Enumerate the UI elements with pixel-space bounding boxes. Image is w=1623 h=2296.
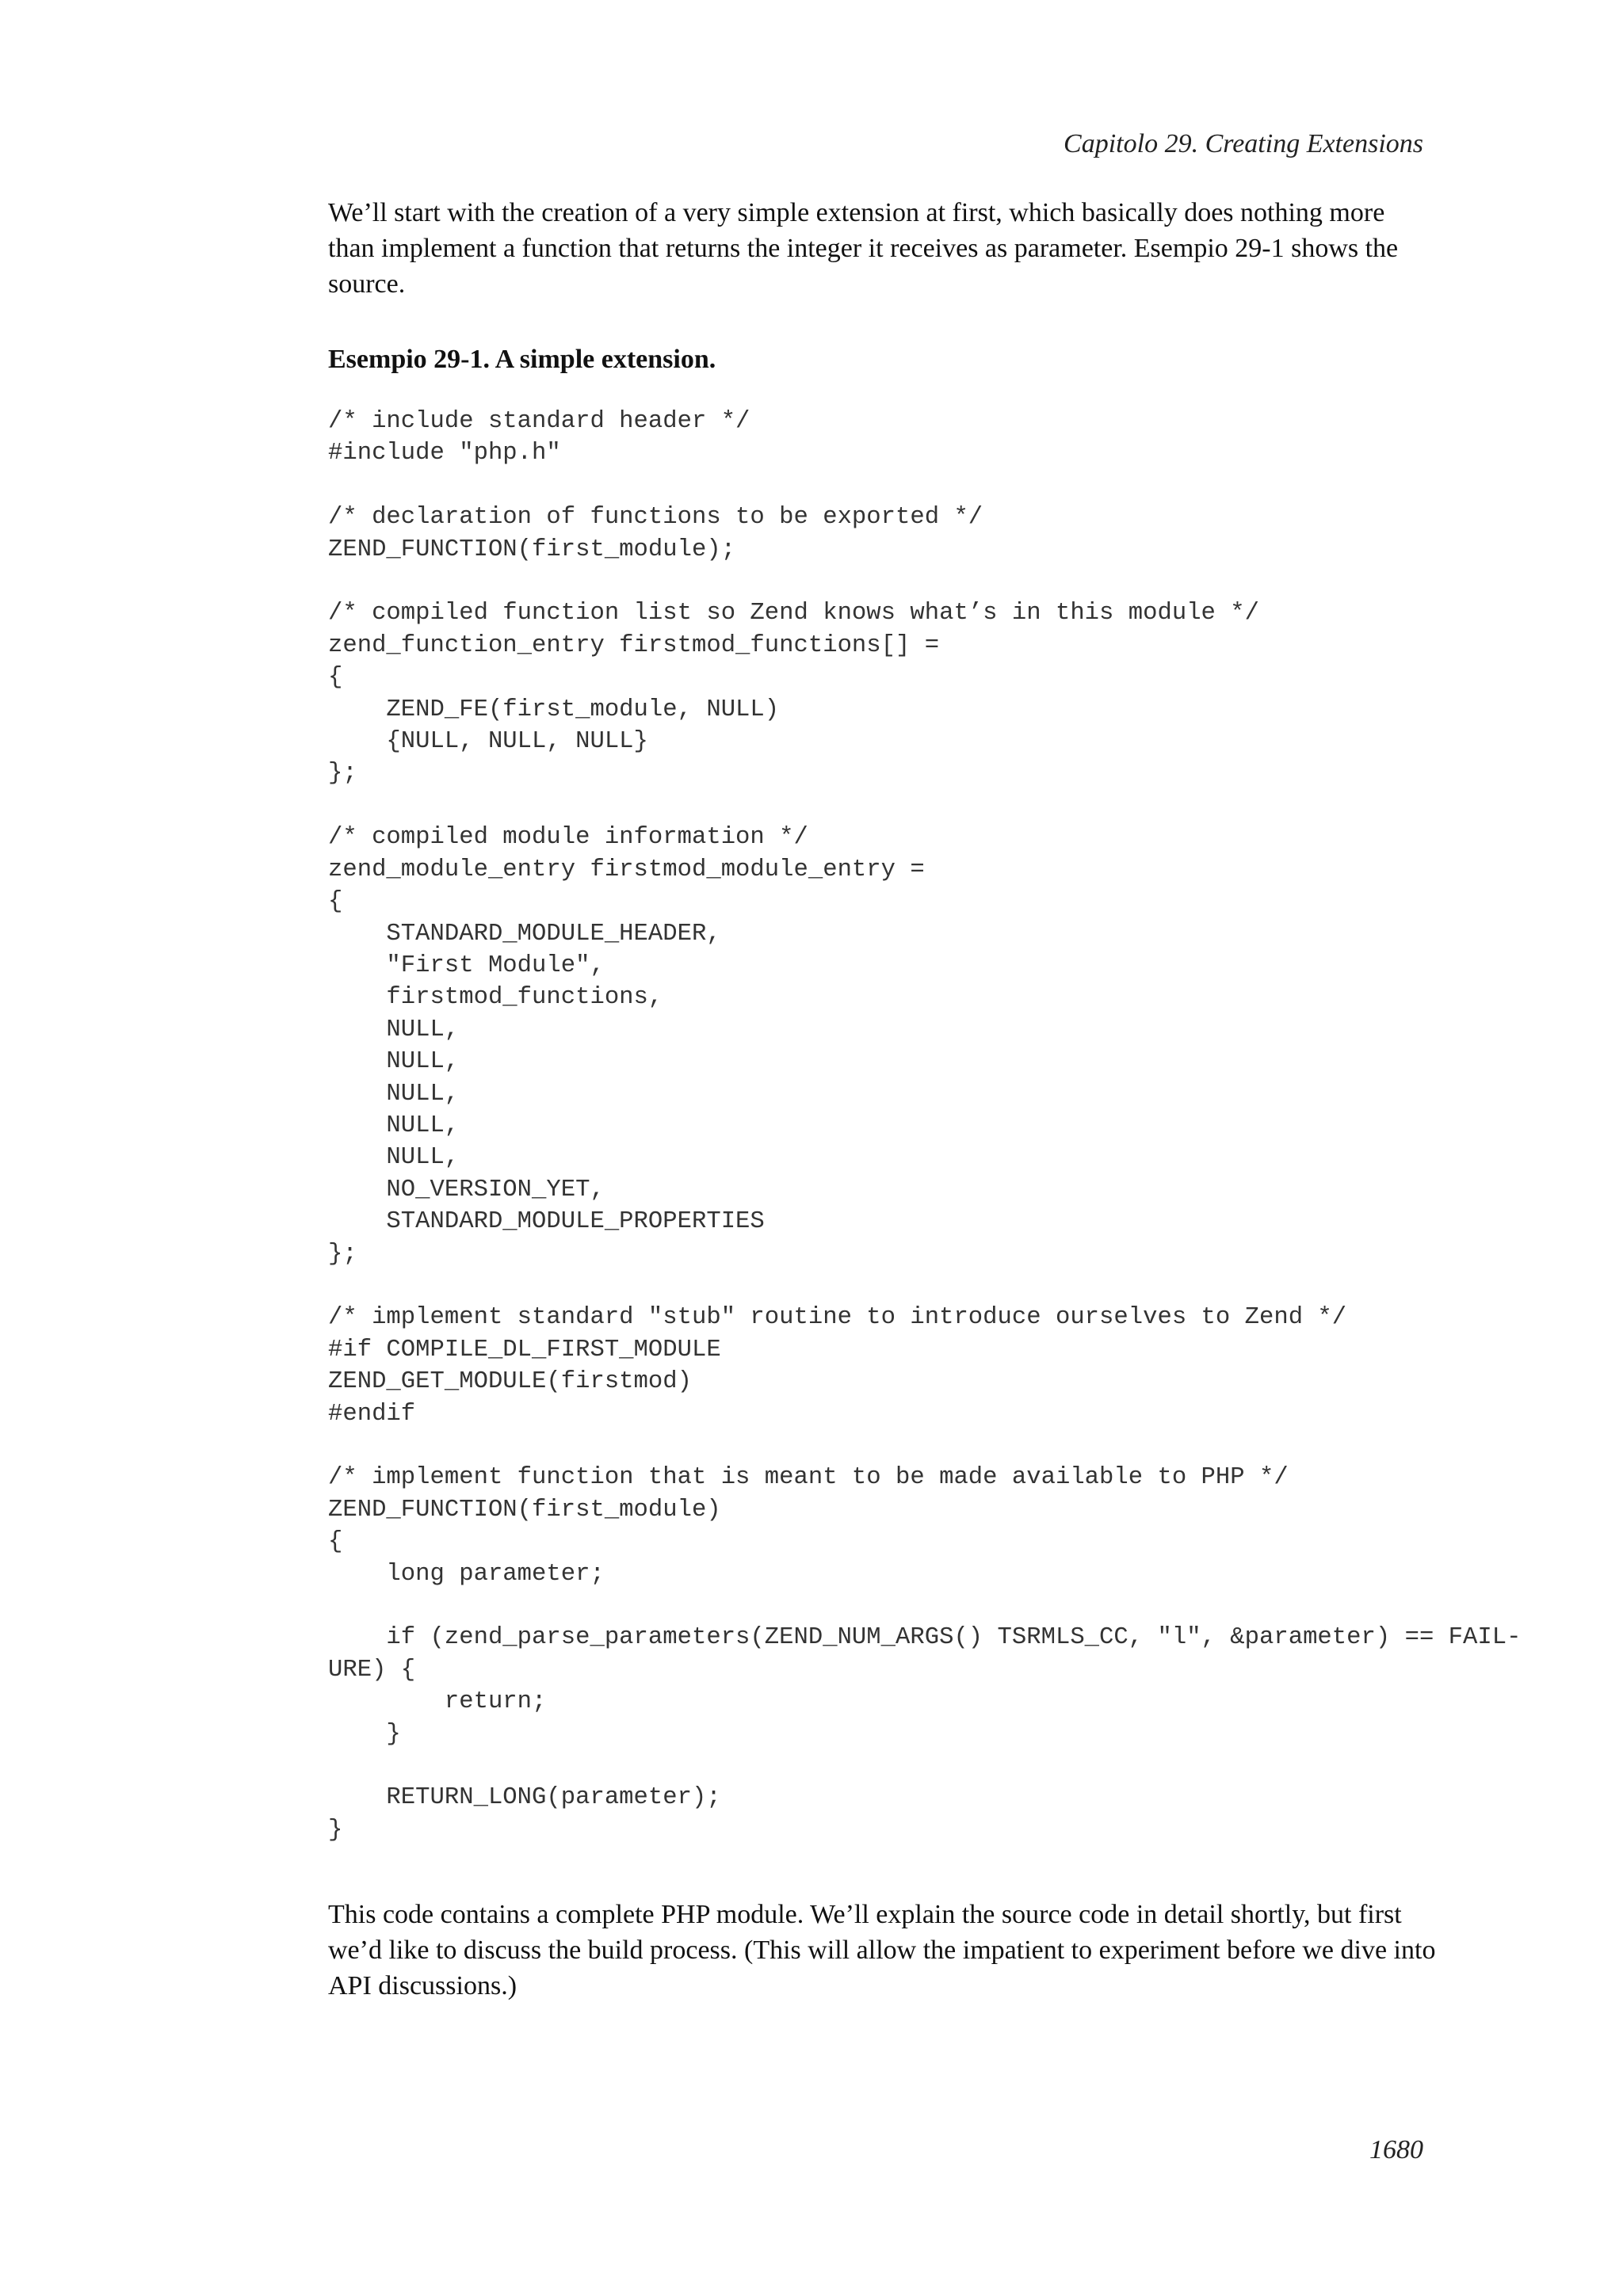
page-number: 1680 xyxy=(1369,2135,1423,2164)
code-line: NULL, xyxy=(328,1080,460,1108)
code-line: /* declaration of functions to be exported */ xyxy=(328,504,983,532)
running-header: Capitolo 29. Creating Extensions xyxy=(1064,129,1423,158)
code-line: ZEND_FUNCTION(first_module); xyxy=(328,536,736,563)
code-line: } xyxy=(328,1816,343,1844)
code-line: #include "php.h" xyxy=(328,440,561,467)
code-line: {NULL, NULL, NULL} xyxy=(328,728,648,756)
code-line: long parameter; xyxy=(328,1560,605,1588)
code-line: if (zend_parse_parameters(ZEND_NUM_ARGS() TSRMLS_CC, "l", &parameter) == FAIL- xyxy=(328,1624,1522,1652)
code-line: NO_VERSION_YET, xyxy=(328,1176,605,1203)
code-line: { xyxy=(328,1528,343,1556)
code-listing xyxy=(328,406,1521,1846)
code-line: NULL, xyxy=(328,1048,460,1076)
code-line: ZEND_GET_MODULE(firstmod) xyxy=(328,1368,692,1396)
code-line: /* implement standard "stub" routine to introduce ourselves to Zend */ xyxy=(328,1304,1347,1332)
intro-paragraph: We’ll start with the creation of a very simple extension at first, which basically does nothing more than implement a function that returns the integer it receives as parameter. Esempio 29-1 shows the source. xyxy=(328,198,1399,299)
code-line: /* include standard header */ xyxy=(328,408,750,435)
code-line: { xyxy=(328,888,343,916)
code-line: NULL, xyxy=(328,1016,460,1043)
code-line: URE) { xyxy=(328,1656,416,1684)
code-line: NULL, xyxy=(328,1144,460,1172)
code-line: } xyxy=(328,1720,401,1748)
code-line: /* compiled module information */ xyxy=(328,824,808,852)
code-line: firstmod_functions, xyxy=(328,984,663,1012)
code-line: zend_module_entry firstmod_module_entry = xyxy=(328,856,925,883)
code-line: #endif xyxy=(328,1400,416,1428)
code-line: ZEND_FUNCTION(first_module) xyxy=(328,1496,721,1524)
code-line: NULL, xyxy=(328,1112,460,1139)
code-line: zend_function_entry firstmod_functions[] = xyxy=(328,631,940,659)
code-line: }; xyxy=(328,760,357,788)
closing-paragraph: This code contains a complete PHP module. We’ll explain the source code in detail shortly, but first we’d like to discuss the build process. (This will allow the impatient to experiment before we dive into API discussions.) xyxy=(328,1900,1436,2000)
code-line: ZEND_FE(first_module, NULL) xyxy=(328,696,780,723)
code-line: STANDARD_MODULE_HEADER, xyxy=(328,920,721,948)
code-line: "First Module", xyxy=(328,952,605,979)
code-line: #if COMPILE_DL_FIRST_MODULE xyxy=(328,1336,721,1363)
code-line: return; xyxy=(328,1688,547,1716)
code-line: }; xyxy=(328,1240,357,1268)
example-title: Esempio 29-1. A simple extension. xyxy=(328,345,716,374)
code-line: RETURN_LONG(parameter); xyxy=(328,1784,721,1812)
code-line: { xyxy=(328,664,343,692)
code-line: /* implement function that is meant to be made available to PHP */ xyxy=(328,1464,1289,1492)
code-line: /* compiled function list so Zend knows what’s in this module */ xyxy=(328,600,1259,627)
code-line: STANDARD_MODULE_PROPERTIES xyxy=(328,1208,765,1236)
